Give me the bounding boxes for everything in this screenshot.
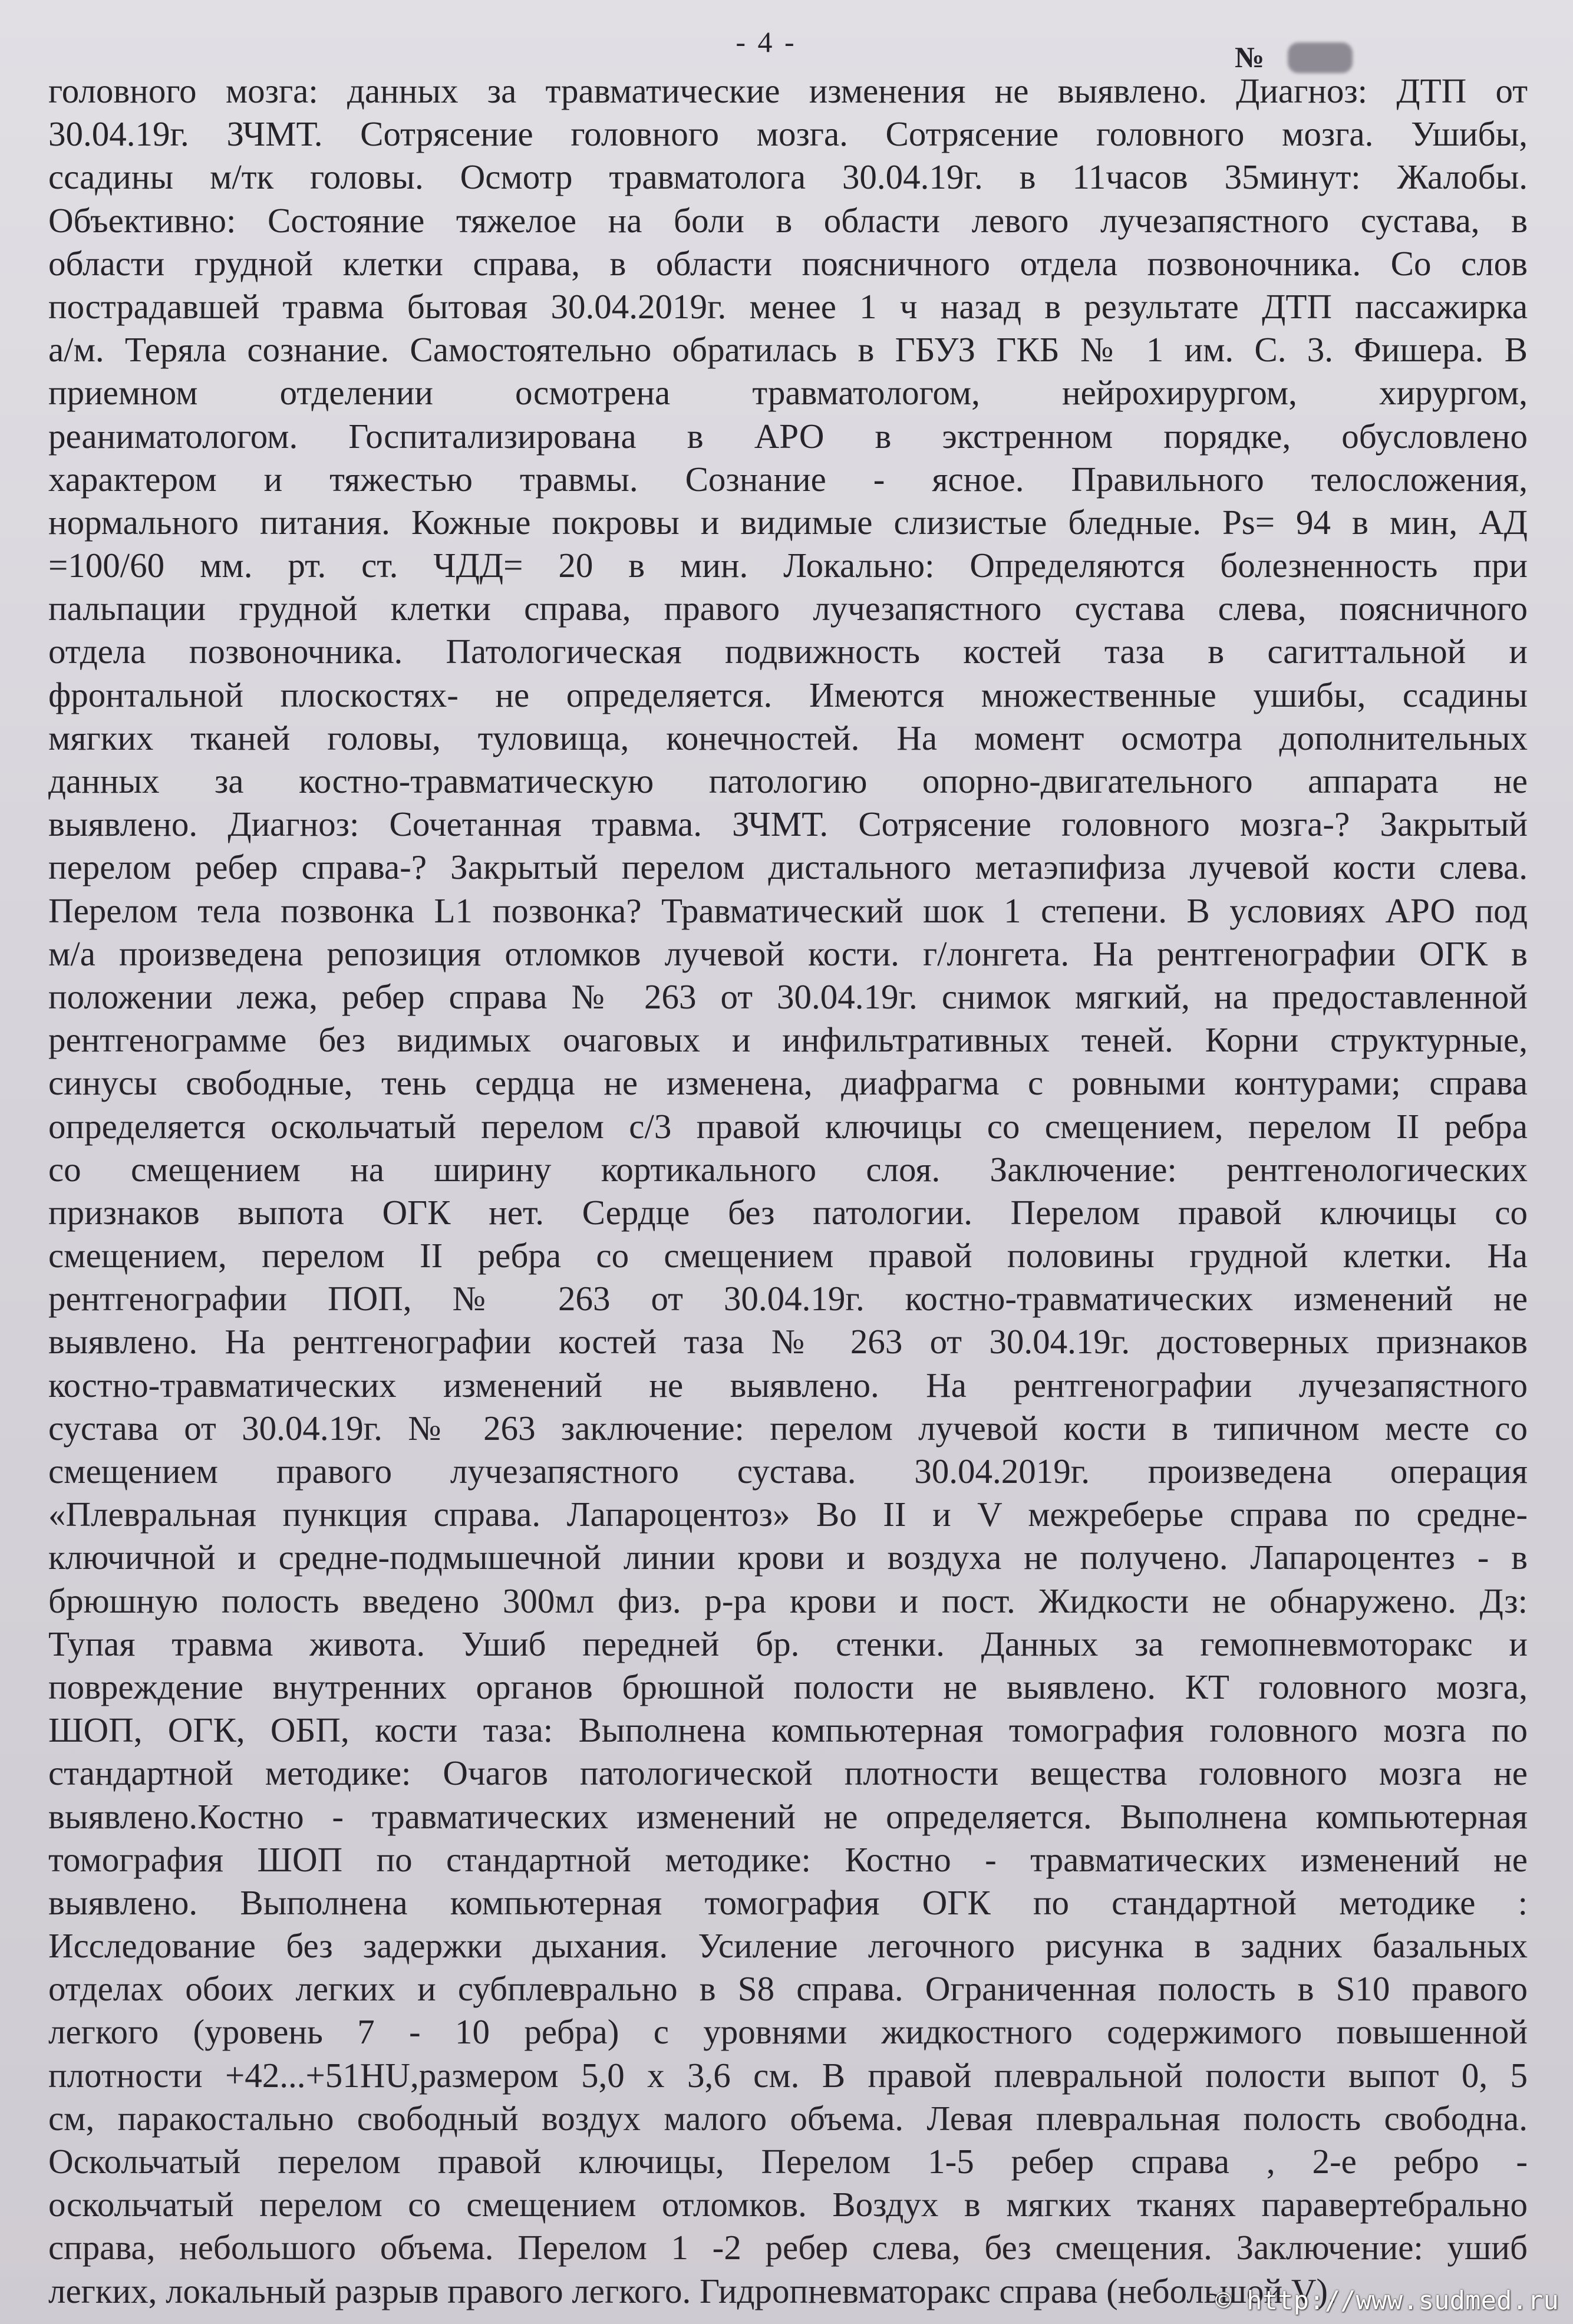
page-header	[0, 18, 1573, 74]
text-line: положении лежа, ребер справа № 263 от 30.04.19г. снимок мягкий, на предоставленной	[48, 977, 1528, 1016]
text-line: повреждение внутренних органов брюшной полости не выявлено. КТ головного мозга,	[48, 1667, 1528, 1706]
text-line: Перелом тела позвонка L1 позвонка? Травматический шок 1 степени. В условиях АРО под	[48, 891, 1528, 930]
text-line: ШОП, ОГК, ОБП, кости таза: Выполнена компьютерная томография головного мозга по	[48, 1710, 1528, 1750]
text-line: выявлено. Выполнена компьютерная томография ОГК по стандартной методике :	[48, 1883, 1528, 1922]
text-line: легких, локальный разрыв правого легкого. Гидропневматоракс справа (небольшой V).	[48, 2271, 1337, 2310]
text-line: характером и тяжестью травмы. Сознание - ясное. Правильного телосложения,	[48, 459, 1528, 499]
text-line: 30.04.19г. ЗЧМТ. Сотрясение головного мозга. Сотрясение головного мозга. Ушибы,	[48, 114, 1528, 154]
text-line: томография ШОП по стандартной методике: Костно - травматических изменений не	[48, 1840, 1528, 1879]
text-line: сустава от 30.04.19г. № 263 заключение: перелом лучевой кости в типичном месте со	[48, 1408, 1528, 1448]
text-line: костно-травматических изменений не выявлено. На рентгенографии лучезапястного	[48, 1365, 1528, 1405]
text-line: Объективно: Состояние тяжелое на боли в области левого лучезапястного сустава, в	[48, 200, 1528, 240]
watermark: © http://www.sudmed.ru	[1215, 2286, 1559, 2316]
text-line: справа, небольшого объема. Перелом 1 -2 ребер слева, без смещения. Заключение: ушиб	[48, 2228, 1528, 2267]
text-line: см, паракостально свободный воздух малого объема. Левая плевральная полость свободна.	[48, 2098, 1528, 2138]
text-line: данных за костно-травматическую патологию опорно-двигательного аппарата не	[48, 762, 1528, 800]
text-line: стандартной методике: Очагов патологической плотности вещества головного мозга не	[48, 1753, 1528, 1793]
text-line: определяется оскольчатый перелом с/3 правой ключицы со смещением, перелом II ребра	[48, 1106, 1528, 1146]
text-line: а/м. Теряла сознание. Самостоятельно обратилась в ГБУЗ ГКБ № 1 им. С. 3. Фишера. В	[48, 330, 1528, 370]
text-line: выявлено.Костно - травматических изменений не определяется. Выполнена компьютерная	[48, 1796, 1528, 1836]
text-line: пострадавшей травма бытовая 30.04.2019г. менее 1 ч назад в результате ДТП пассажирка	[48, 286, 1528, 326]
text-line: легкого (уровень 7 - 10 ребра) с уровнями жидкостного содержимого повышенной	[48, 2012, 1528, 2052]
text-line: реаниматологом. Госпитализирована в АРО в экстренном порядке, обусловлено	[48, 416, 1528, 456]
text-line: области грудной клетки справа, в области поясничного отдела позвоночника. Со слов	[48, 243, 1528, 283]
text-line: Оскольчатый перелом правой ключицы, Перелом 1-5 ребер справа , 2-е ребро -	[48, 2142, 1528, 2181]
text-line: выявлено. На рентгенографии костей таза № 263 от 30.04.19г. достоверных признаков	[48, 1322, 1528, 1362]
text-line: нормального питания. Кожные покровы и видимые слизистые бледные. Ps= 94 в мин, АД	[48, 502, 1528, 542]
text-line: отделах обоих легких и субплеврально в S8 справа. Ограниченная полость в S10 правого	[48, 1969, 1528, 2009]
text-line: головного мозга: данных за травматические изменения не выявлено. Диагноз: ДТП от	[48, 71, 1528, 110]
text-line: смещением, перелом II ребра со смещением правой половины грудной клетки. На	[48, 1236, 1528, 1275]
text-line: со смещением на ширину кортикального слоя. Заключение: рентгенологических	[48, 1149, 1528, 1189]
text-line: брюшную полость введено 300мл физ. р-ра крови и пост. Жидкости не обнаружено. Дз:	[48, 1581, 1528, 1620]
page-number: - 4 -	[736, 25, 797, 58]
text-line: отдела позвоночника. Патологическая подвижность костей таза в сагиттальной и	[48, 632, 1528, 671]
text-line: ссадины м/тк головы. Осмотр травматолога 30.04.19г. в 11часов 35минут: Жалобы.	[48, 157, 1528, 197]
text-line: плотности +42...+51HU,размером 5,0 х 3,6 см. В правой плевральной полости выпот 0, 5	[48, 2055, 1528, 2095]
text-line: фронтальной плоскостях- не определяется. Имеются множественные ушибы, ссадины	[48, 675, 1528, 714]
text-line: Исследование без задержки дыхания. Усиление легочного рисунка в задних базальных	[48, 1926, 1528, 1966]
text-line: Тупая травма живота. Ушиб передней бр. стенки. Данных за гемопневмоторакс и	[48, 1624, 1528, 1663]
text-line: признаков выпота ОГК нет. Сердце без патологии. Перелом правой ключицы со	[48, 1192, 1528, 1232]
text-line: синусы свободные, тень сердца не изменена, диафрагма с ровными контурами; справа	[48, 1063, 1528, 1103]
text-line: оскольчатый перелом со смещением отломков. Воздух в мягких тканях паравертебрально	[48, 2185, 1528, 2224]
text-line: =100/60 мм. рт. ст. ЧДД= 20 в мин. Локально: Определяются болезненность при	[48, 546, 1528, 585]
document-number-label: №	[1235, 41, 1265, 74]
text-line: выявлено. Диагноз: Сочетанная травма. ЗЧМТ. Сотрясение головного мозга-? Закрытый	[48, 805, 1528, 844]
text-line: мягких тканей головы, туловища, конечностей. На момент осмотра дополнительных	[48, 718, 1528, 757]
text-line: перелом ребер справа-? Закрытый перелом дистального метаэпифиза лучевой кости слева.	[48, 848, 1528, 887]
text-line: рентгенограмме без видимых очаговых и инфильтративных теней. Корни структурные,	[48, 1020, 1528, 1060]
text-line: приемном отделении осмотрена травматологом, нейрохирургом, хирургом,	[48, 373, 1528, 413]
text-line: смещением правого лучезапястного сустава. 30.04.2019г. произведена операция	[48, 1452, 1528, 1491]
text-line: «Плевральная пункция справа. Лапароцентоз» Во II и V межреберье справа по средне-	[48, 1495, 1528, 1534]
text-line: м/а произведена репозиция отломков лучевой кости. г/лонгета. На рентгенографии ОГК в	[48, 934, 1528, 973]
text-line: пальпации грудной клетки справа, правого лучезапястного сустава слева, поясничного	[48, 589, 1528, 628]
redacted-number	[1288, 42, 1353, 73]
text-line: рентгенографии ПОП, № 263 от 30.04.19г. костно-травматических изменений не	[48, 1279, 1528, 1318]
text-line: ключичной и средне-подмышечной линии крови и воздуха не получено. Лапароцентез - в	[48, 1538, 1528, 1577]
